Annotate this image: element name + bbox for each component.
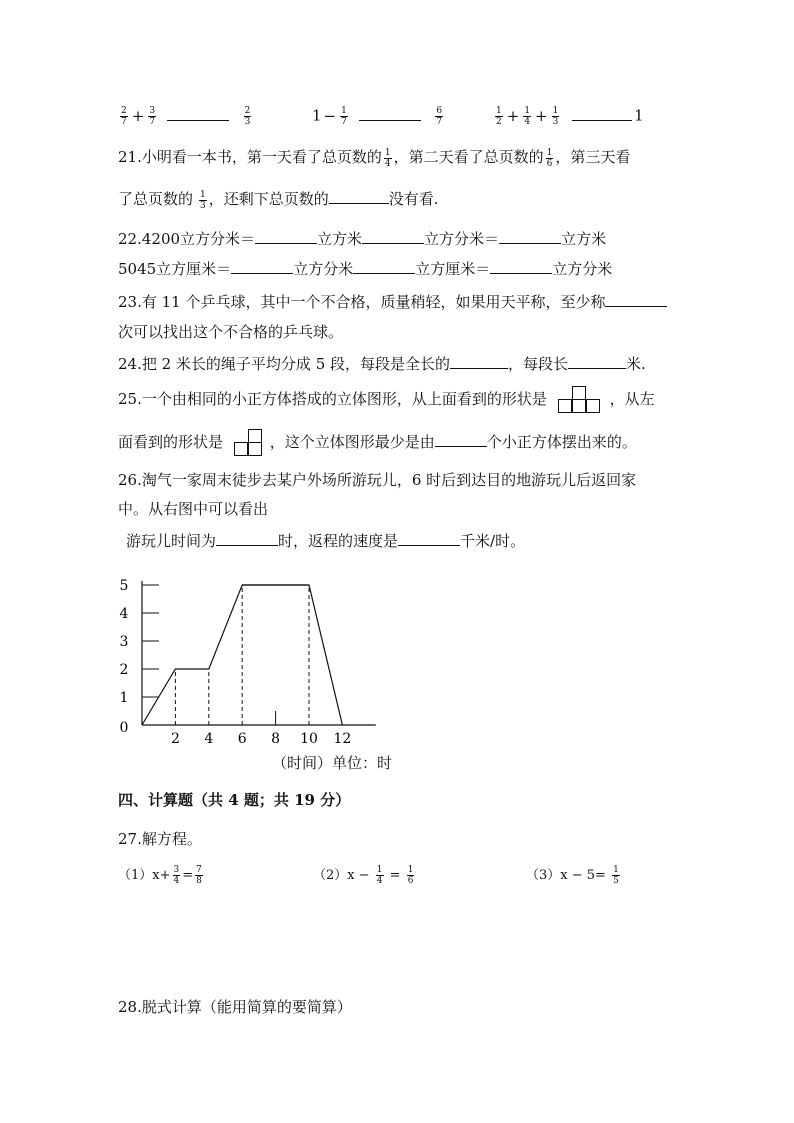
comparison-b: 1 − $\frac{1}{7}$ $\frac{6}{7}$ <box>312 106 443 127</box>
question-24: 24.把 2 米长的绳子平均分成 5 段，每段是全长的 ，每段长 米. <box>118 355 646 373</box>
fraction: $\frac{6}{7}$ <box>436 106 443 127</box>
fraction: $\frac{2}{7}$ <box>121 106 127 127</box>
question-21-line2: 了总页数的 $\frac{1}{3}$ ，还剩下总页数的 没有看. <box>118 189 439 211</box>
question-25-line1: 25.一个由相同的小正方体搭成的立体图形，从上面看到的形状是 ，从左 <box>118 386 655 414</box>
question-22-line1: 22.4200立方分米＝ 立方米 立方分米＝ 立方米 <box>118 230 607 248</box>
answer-blank[interactable] <box>499 242 561 244</box>
fraction: $\frac{1}{6}$ <box>407 865 414 886</box>
answer-blank[interactable] <box>398 544 460 546</box>
equation-3: （3）x − 5= $\frac{1}{5}$ <box>526 865 619 886</box>
question-25-line2: 面看到的形状是 ，这个立体图形最少是由 个小正方体摆出来的。 <box>118 429 637 457</box>
y-tick-label: 3 <box>119 634 129 650</box>
fraction: $\frac{1}{4}$ <box>524 106 531 127</box>
section-heading: 四、计算题（共 4 题；共 19 分） <box>118 791 351 809</box>
y-tick-label: 2 <box>119 662 129 678</box>
question-23-line2: 次可以找出这个不合格的乒乓球。 <box>118 323 344 341</box>
answer-blank[interactable] <box>255 242 317 244</box>
y-tick-label: 4 <box>119 606 129 622</box>
question-21-line1: 21.小明看一本书，第一天看了总页数的 $\frac{1}{4}$ ，第二天看了总页数的 $\frac{1}{6}$ ，第三天看 <box>118 147 631 169</box>
fraction: $\frac{1}{5}$ <box>613 865 619 886</box>
answer-blank[interactable] <box>572 119 632 121</box>
fraction: $\frac{1}{3}$ <box>200 189 206 211</box>
fraction: $\frac{7}{8}$ <box>196 865 202 886</box>
answer-blank[interactable] <box>353 272 415 274</box>
x-tick-label: 8 <box>271 731 281 747</box>
y-tick-label: 0 <box>119 720 129 736</box>
x-tick-label: 10 <box>300 731 318 747</box>
equation-2: （2）x − $\frac{1}{4}$ = $\frac{1}{6}$ <box>313 865 414 886</box>
answer-blank[interactable] <box>450 367 508 369</box>
question-27-title: 27.解方程。 <box>118 830 202 848</box>
answer-blank[interactable] <box>359 119 421 121</box>
answer-blank[interactable] <box>167 119 229 121</box>
comparison-a: $\frac{2}{7}$ + $\frac{3}{7}$ $\frac{2}{3}$ <box>121 106 251 127</box>
answer-blank[interactable] <box>216 544 278 546</box>
question-23-line1: 23.有 11 个乒乓球，其中一个不合格，质量稍轻，如果用天平称，至少称 <box>118 291 667 312</box>
fraction: $\frac{1}{6}$ <box>546 147 553 169</box>
x-tick-label: 2 <box>170 731 180 747</box>
question-26-line1: 26.淘气一家周末徒步去某户外场所游玩儿，6 时后到达目的地游玩儿后返回家 <box>118 471 637 489</box>
answer-blank[interactable] <box>605 305 667 307</box>
answer-blank[interactable] <box>231 272 293 274</box>
distance-time-graph <box>110 565 400 775</box>
fraction: $\frac{1}{7}$ <box>341 106 347 127</box>
y-tick-label: 5 <box>119 578 129 594</box>
fraction: $\frac{2}{3}$ <box>244 106 251 127</box>
top-view-figure <box>556 386 606 414</box>
answer-blank[interactable] <box>329 202 389 204</box>
fraction: $\frac{3}{7}$ <box>149 106 156 127</box>
answer-blank[interactable] <box>435 445 487 447</box>
answer-blank[interactable] <box>490 272 552 274</box>
fraction: $\frac{1}{4}$ <box>376 865 383 886</box>
x-tick-label: 6 <box>237 731 247 747</box>
fraction: $\frac{3}{4}$ <box>173 865 180 886</box>
left-view-figure <box>232 429 266 457</box>
fraction: $\frac{1}{2}$ <box>496 106 502 127</box>
question-22-line2: 5045立方厘米＝ 立方分米 立方厘米＝ 立方分米 <box>118 260 613 278</box>
chart-grid <box>142 585 159 697</box>
fraction: $\frac{1}{3}$ <box>552 106 559 127</box>
question-26-line2: 中。从右图中可以看出 <box>118 500 269 518</box>
x-tick-label: 12 <box>333 731 352 747</box>
y-tick-label: 1 <box>119 690 129 706</box>
chart-dashed-lines <box>175 585 309 725</box>
fraction: $\frac{1}{4}$ <box>384 147 391 169</box>
answer-blank[interactable] <box>362 242 424 244</box>
question-26-line3: 游玩儿时间为 时，返程的速度是 千米/时。 <box>126 532 526 550</box>
chart-x-axis-label: （时间）单位：时 <box>272 754 393 772</box>
chart-axes <box>142 581 376 725</box>
comparison-c: $\frac{1}{2}$ + $\frac{1}{4}$ + $\frac{1}{3}$ 1 <box>496 106 644 127</box>
equation-1: （1）x+ $\frac{3}{4}$ = $\frac{7}{8}$ <box>118 865 202 886</box>
question-28-title: 28.脱式计算（能用简算的要简算） <box>118 998 352 1016</box>
x-tick-label: 4 <box>204 731 214 747</box>
answer-blank[interactable] <box>568 367 626 369</box>
